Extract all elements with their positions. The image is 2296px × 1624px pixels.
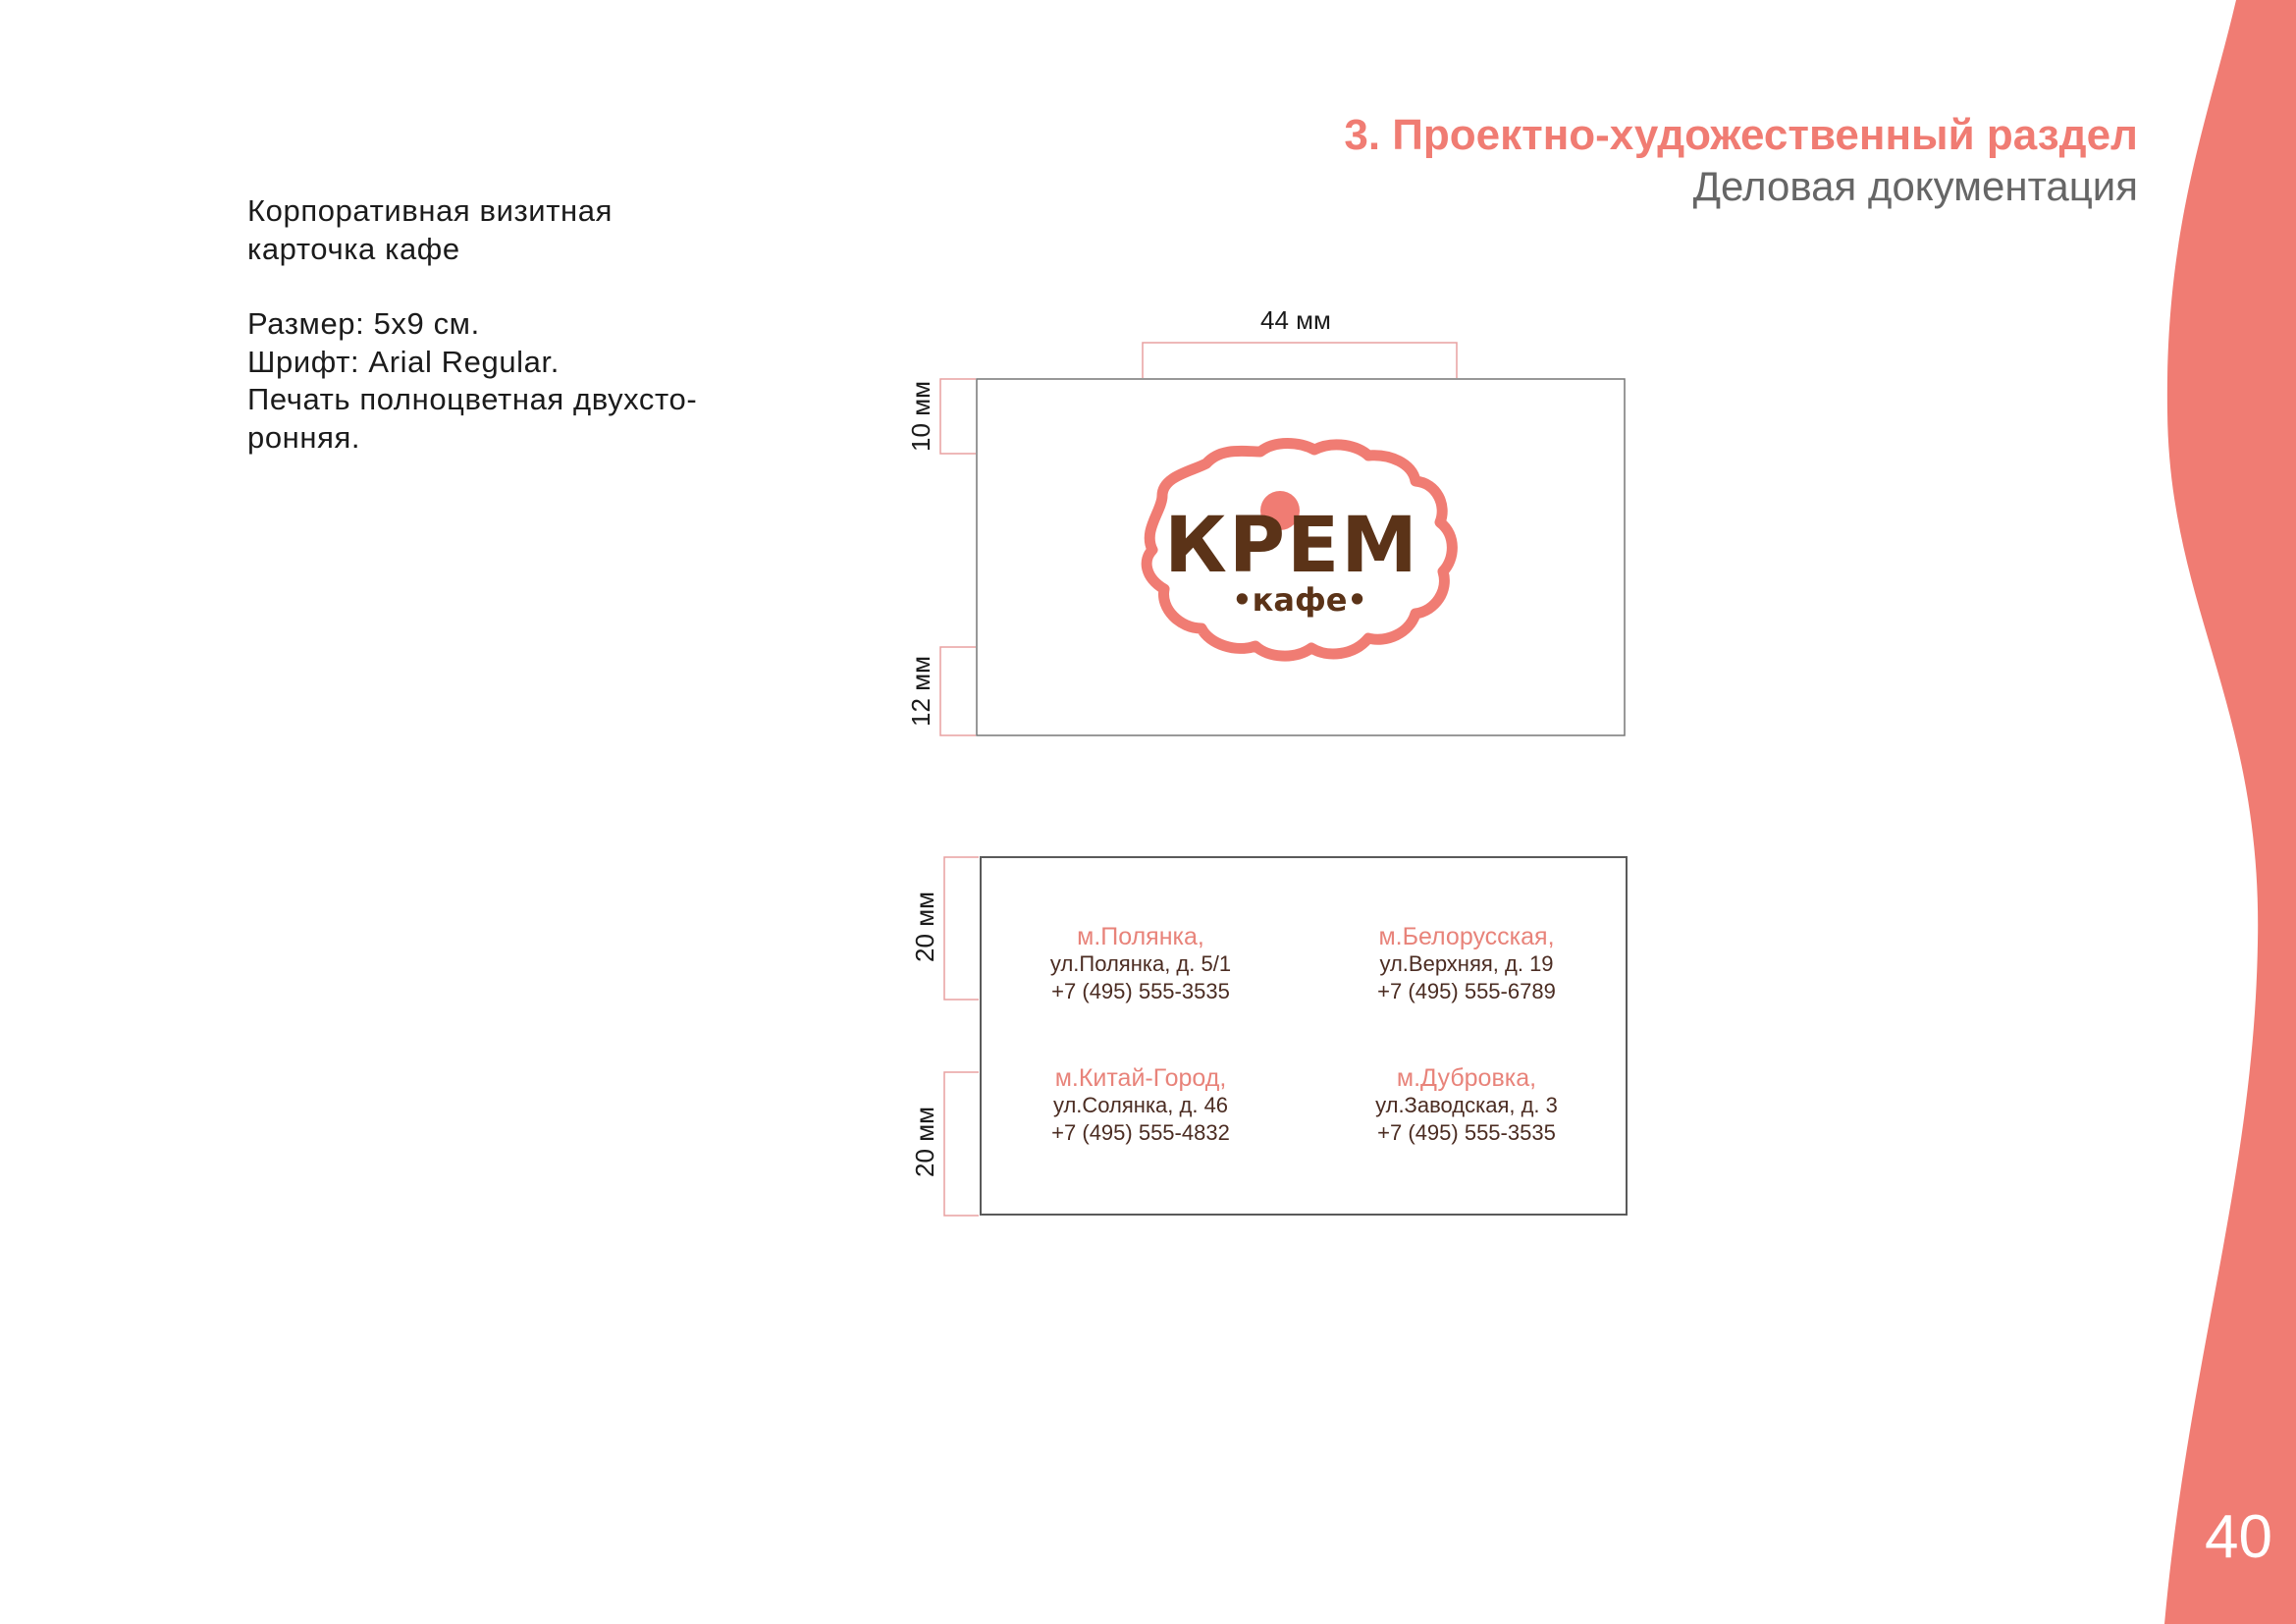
address-block [1319, 923, 1614, 1005]
top-margin-dimension-label: 10 мм [906, 381, 935, 452]
dimension-bracket-top [944, 857, 979, 1000]
description-line: Корпоративная визитная [247, 193, 613, 228]
page-number: 40 [2205, 1503, 2272, 1571]
bottom-margin-dimension-label: 12 мм [906, 656, 935, 727]
width-dimension-label: 44 мм [1260, 305, 1331, 335]
back-card-outline [980, 856, 1628, 1216]
back-bottom-dimension-label: 20 мм [910, 1107, 939, 1177]
street-address: ул.Полянка, д. 5/1 [1049, 951, 1232, 976]
font-spec: Шрифт: Arial Regular. [247, 344, 560, 379]
metro-station: м.Дубровка, [1396, 1064, 1537, 1092]
street-address: ул.Солянка, д. 46 [1052, 1093, 1229, 1117]
phone-number: +7 (495) 555-3535 [1377, 1120, 1556, 1145]
section-title: 3. Проектно-художественный раздел [1344, 111, 2138, 159]
description-line: карточка кафе [247, 231, 460, 266]
phone-number: +7 (495) 555-3535 [1051, 979, 1230, 1003]
logo-sub-text: •кафе• [1232, 581, 1367, 619]
street-address: ул.Верхняя, д. 19 [1379, 951, 1554, 976]
section-subtitle: Деловая документация [1692, 163, 2138, 209]
logo-main-text: КРЕМ [1164, 502, 1419, 590]
metro-station: м.Белорусская, [1378, 923, 1555, 950]
back-top-dimension-label: 20 мм [910, 892, 939, 962]
print-spec: ронняя. [247, 419, 361, 455]
size-spec: Размер: 5х9 см. [247, 306, 480, 341]
address-block [993, 923, 1288, 1005]
metro-station: м.Полянка, [1077, 923, 1204, 950]
address-block [993, 1064, 1288, 1147]
address-block [1319, 1064, 1614, 1147]
print-spec: Печать полноцветная двухсто- [247, 382, 698, 416]
phone-number: +7 (495) 555-6789 [1377, 979, 1556, 1003]
phone-number: +7 (495) 555-4832 [1051, 1120, 1230, 1145]
street-address: ул.Заводская, д. 3 [1375, 1093, 1558, 1117]
metro-station: м.Китай-Город, [1054, 1064, 1227, 1092]
dimension-bracket-bottom [944, 1072, 979, 1216]
